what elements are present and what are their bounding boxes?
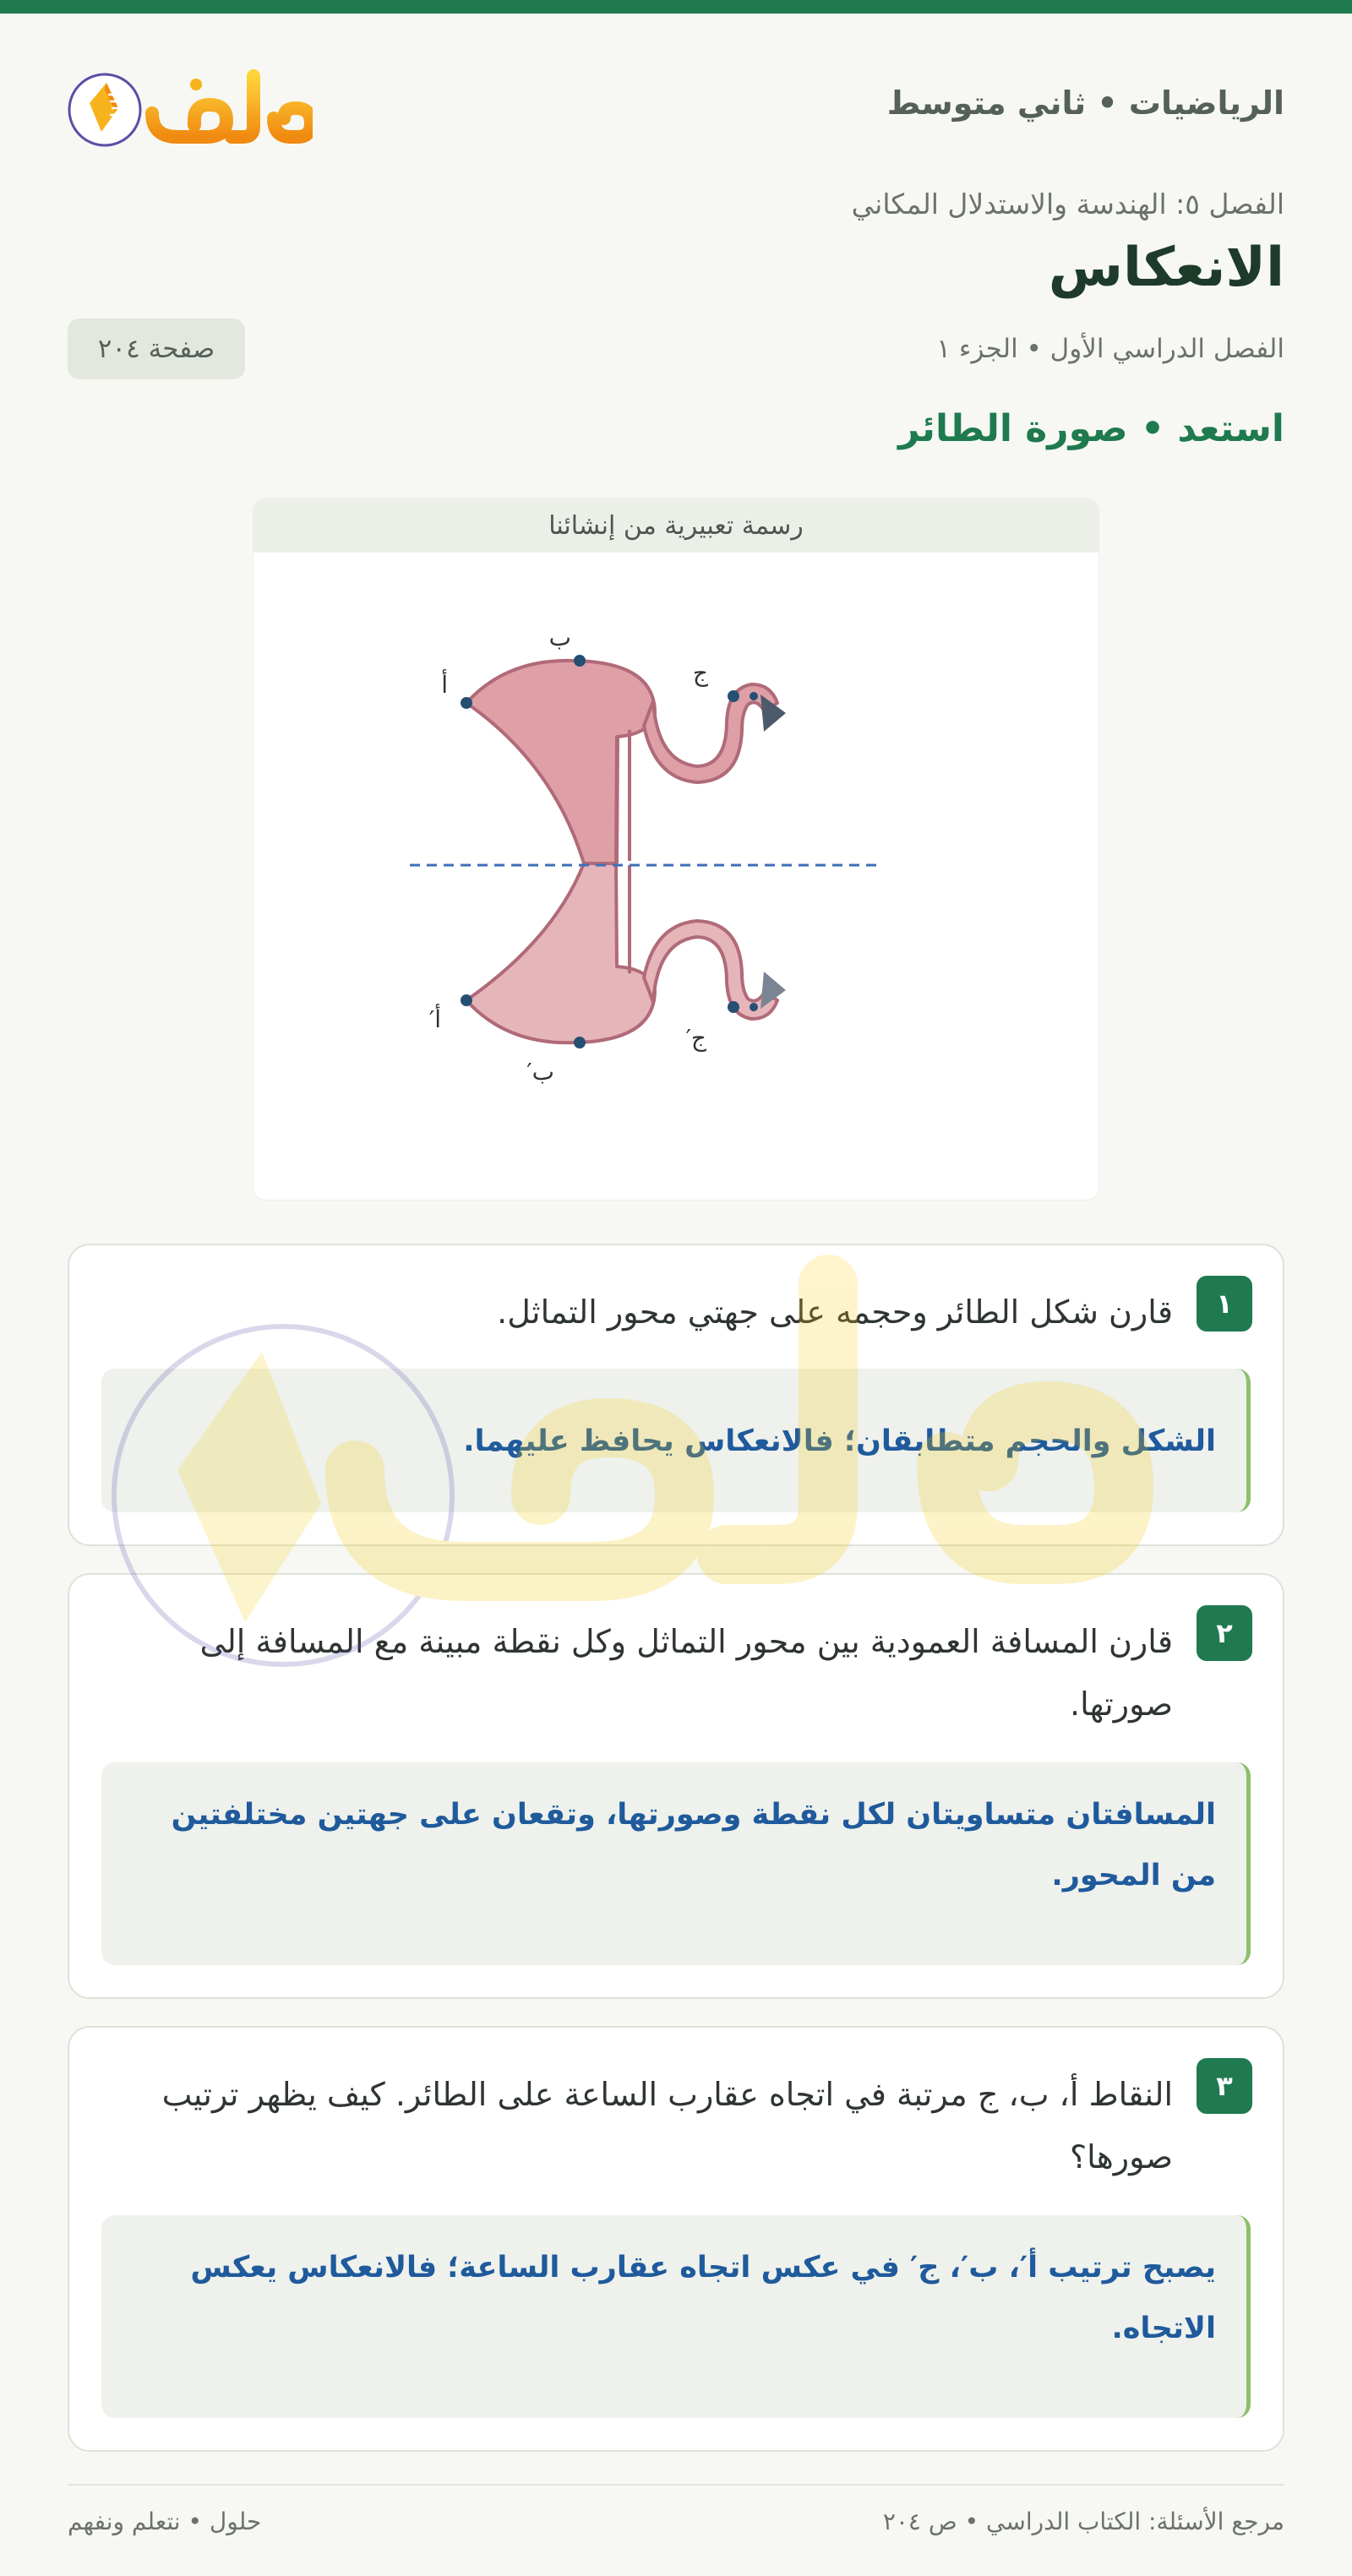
point-b-prime [574, 1037, 586, 1048]
question-text: قارن شكل الطائر وحجمه على جهتي محور التماثل. [497, 1293, 1173, 1331]
question-card-1 [68, 1244, 1284, 1546]
page-header [68, 51, 1284, 161]
answer-box [101, 1762, 1251, 1965]
label-c-prime: ج′ [685, 1024, 706, 1052]
label-a-prime: أ′ [428, 1005, 441, 1033]
answer-box [101, 2215, 1251, 2418]
bird-reflection-svg [254, 553, 1098, 1200]
page-number-badge: صفحة ٢٠٤ [68, 319, 245, 379]
term-label: الفصل الدراسي الأول • الجزء ١ [936, 334, 1284, 364]
question-card-2 [68, 1573, 1284, 1999]
point-a-prime [461, 994, 472, 1006]
subject-label: الرياضيات • ثاني متوسط [886, 84, 1284, 122]
question-card-3 [68, 2026, 1284, 2452]
figure-caption: رسمة تعبيرية من إنشائنا [254, 498, 1098, 553]
top-accent-bar [0, 0, 1352, 14]
answer-text: الشكل والحجم متطابقان؛ فالانعكاس يحافظ عليهما. [463, 1424, 1216, 1458]
answer-box [101, 1369, 1251, 1512]
point-a [461, 697, 472, 709]
bird-original [466, 661, 786, 863]
footer-divider [68, 2484, 1284, 2486]
question-number: ٢ [1197, 1605, 1252, 1661]
point-b [574, 655, 586, 667]
section-title: استعد • صورة الطائر [898, 407, 1284, 450]
bird-reflected [466, 863, 786, 1043]
page-title: الانعكاس [1048, 237, 1284, 299]
question-number: ١ [1197, 1276, 1252, 1332]
question-text: النقاط أ، ب، ج مرتبة في اتجاه عقارب الساعة على الطائر. كيف يظهر ترتيب صورها؟ [161, 2076, 1173, 2176]
eye-dot [750, 692, 758, 700]
question-text: قارن المسافة العمودية بين محور التماثل وكل نقطة مبينة مع المسافة إلى صورتها. [199, 1623, 1173, 1723]
point-c [728, 690, 739, 702]
label-c: ج [692, 659, 708, 687]
label-a: أ [441, 671, 448, 699]
eye-dot-prime [750, 1003, 758, 1011]
label-b: ب [548, 624, 571, 651]
label-b-prime: ب′ [526, 1058, 554, 1086]
hulul-logo[interactable] [68, 51, 313, 161]
chapter-label: الفصل ٥: الهندسة والاستدلال المكاني [851, 188, 1284, 221]
answer-text: يصبح ترتيب أ′، ب′، ج′ في عكس اتجاه عقارب الساعة؛ فالانعكاس يعكس الاتجاه. [190, 2251, 1216, 2345]
bird-reflection-figure [254, 498, 1098, 1200]
answer-text: المسافتان متساويتان لكل نقطة وصورتها، وتقعان على جهتين مختلفتين من المحور. [171, 1798, 1216, 1893]
point-c-prime [728, 1001, 739, 1013]
question-number: ٣ [1197, 2058, 1252, 2114]
footer-reference: مرجع الأسئلة: الكتاب الدراسي • ص ٢٠٤ [882, 2508, 1284, 2535]
footer-brand: حلول • نتعلم ونفهم [68, 2508, 262, 2535]
